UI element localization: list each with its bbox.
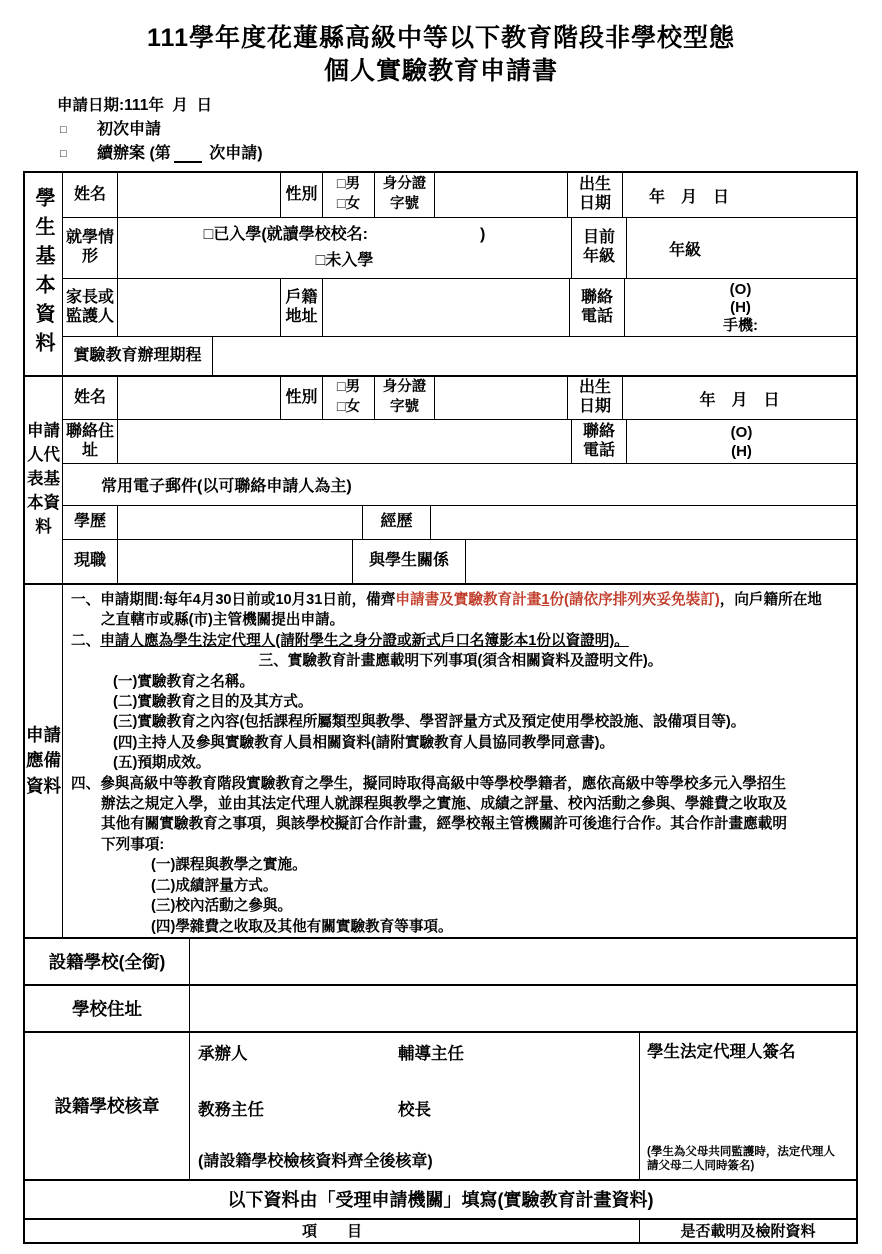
student-phone-field[interactable]: (O) (H) 手機: [723,280,758,334]
first-apply-checkbox[interactable]: □ [60,124,67,136]
applicant-sex-female-checkbox[interactable]: □女 [336,399,361,415]
applicant-section-label: 申請人代表基本資料 [25,377,63,583]
note-line-1: 一、申請期間:每年4月30日前或10月31日前，備齊申請書及實驗教育計畫1份(請依序排列夾妥免裝訂)，向戶籍所在地 [71,592,822,608]
checklist-header-row [25,1220,856,1242]
student-guardian-row [63,279,856,337]
note-line-7: (三)實驗教育之內容(包括課程所屬類型與教學、學習評量方式及預定使用學校設施、設備項目等)。 [113,714,746,731]
stamp-note: (請設籍學校檢核資料齊全後核章) [198,1152,433,1170]
note-line-5: (一)實驗教育之名稱。 [113,673,255,690]
student-section-label: 學生基本資料 [25,173,63,375]
student-birth-field[interactable]: 年 月 日 [649,188,730,206]
note-line-14: (一)課程與教學之實施。 [151,857,307,874]
applicant-phone-field[interactable]: (O) (H) [730,423,753,460]
note-line-16: (三)校內活動之參與。 [151,898,293,915]
notes-text [63,585,856,937]
student-name-row [63,173,856,218]
not-enrolled-checkbox[interactable]: □未入學 [315,252,374,269]
application-form-table [23,171,858,1244]
note-line-9: (五)預期成效。 [113,755,211,772]
student-name-field[interactable] [118,173,281,217]
renewal-row [57,144,882,164]
job-row [63,540,856,583]
school-name-row [25,939,856,986]
applicant-id-label: 身分證 字號 [375,377,435,419]
note-line-10: 四、參與高級中等教育階段實驗教育之學生，擬同時取得高級中等學校學籍者，應依高級中等學校多元入學招生 [71,775,787,792]
checklist-check-header: 是否載明及檢附資料 [680,1223,816,1241]
applicant-phone-label: 聯絡 電話 [572,420,627,463]
applicant-name-row [63,377,856,420]
school-address-label: 學校住址 [25,986,190,1031]
student-grade-label: 目前 年級 [572,218,627,278]
note-line-15: (二)成績評量方式。 [151,877,278,894]
student-grade-field[interactable]: 年級 [669,241,702,259]
guardian-label: 家長或監護人 [63,279,118,336]
guardian-field[interactable] [118,279,281,336]
residence-label: 戶籍 地址 [281,279,323,336]
applicant-address-label: 聯絡住址 [63,420,118,463]
enrolled-checkbox[interactable]: □已入學(就讀學校校名: ) [203,226,486,244]
school-stamp-label: 設籍學校核章 [25,1033,190,1179]
applicant-sex-label: 性別 [281,377,323,419]
stamp-line-1 [198,1040,639,1064]
applicant-id-field[interactable] [435,377,568,419]
note-line-6: (二)實驗教育之目的及其方式。 [113,694,313,711]
student-name-label: 姓名 [63,173,118,217]
note-line-12: 其他有關實驗教育之事項，與該學校擬訂合作計畫，經學校報主管機關許可後進行合作。其合作計畫應載明 [101,816,787,833]
student-enroll-row [63,218,856,279]
period-field[interactable] [213,337,856,375]
student-id-field[interactable] [435,173,568,217]
renewal-label-post: 次申請) [204,145,263,162]
applicant-sex-options [323,377,375,419]
student-sex-options [323,173,375,217]
school-name-field[interactable] [190,939,856,984]
first-apply-label: 初次申請 [97,121,162,138]
note-line-11: 辦法之規定入學，並由其法定代理人就課程與教學之實施、成績之評量、校內活動之參與、學雜費之收取及 [101,796,787,813]
school-stamp-row [25,1033,856,1181]
applicant-name-label: 姓名 [63,377,118,419]
school-address-row [25,986,856,1033]
education-field[interactable] [118,506,363,539]
student-phone-label: 聯絡 電話 [570,279,625,336]
school-name-label: 設籍學校(全銜) [25,939,190,984]
school-address-field[interactable] [190,986,856,1031]
note-line-17: (四)學雜費之收取及其他有關實驗教育等事項。 [151,918,453,935]
email-row [63,464,856,506]
academic-director-stamp[interactable]: 教務主任 [198,1100,264,1119]
renewal-label-pre: 續辦案 (第 [97,145,171,162]
applicant-sex-male-checkbox[interactable]: □男 [336,379,361,396]
job-field[interactable] [118,540,353,583]
period-row [63,337,856,375]
handler-stamp[interactable]: 承辦人 [198,1044,248,1063]
student-enroll-options [118,218,572,278]
apply-date: 申請日期:111年 月 日 [57,97,213,114]
student-id-label: 身分證 字號 [375,173,435,217]
applicant-address-field[interactable] [118,420,572,463]
page-title-line1: 111學年度花蓮縣高級中等以下教育階段非學校型態 [147,24,735,52]
education-row [63,506,856,540]
page-title [0,22,882,88]
note-line-3: 二、申請人應為學生法定代理人(請附學生之身分證或新式戶口名簿影本1份以資證明)。 [71,632,629,649]
period-label: 實驗教育辦理期程 [63,337,213,375]
residence-field[interactable] [323,279,570,336]
applicant-name-field[interactable] [118,377,281,419]
renewal-count-blank[interactable] [174,146,202,163]
stamp-line-2 [198,1096,639,1120]
student-sex-male-checkbox[interactable]: □男 [336,176,361,193]
applicant-birth-field[interactable]: 年 月 日 [699,391,780,409]
stamp-area [190,1033,640,1179]
guardian-signature-label: 學生法定代理人簽名 [647,1042,796,1061]
application-form-page [0,22,882,1254]
email-field[interactable]: 常用電子郵件(以可聯絡申請人為主) [101,478,352,495]
counselor-director-stamp[interactable]: 輔導主任 [398,1044,464,1063]
renewal-checkbox[interactable]: □ [60,148,67,160]
applicant-birth-label: 出生 日期 [568,377,623,419]
page-title-line2: 個人實驗教育申請書 [323,57,558,85]
note-line-2: 之直轄市或縣(市)主管機關提出申請。 [101,612,345,629]
guardian-signature-note: (學生為父母共同監護時，法定代理人 請父母二人同時簽名) [647,1145,835,1172]
student-section [25,173,856,377]
relation-field[interactable] [466,540,856,583]
intro-block [57,96,882,164]
experience-label: 經歷 [363,506,431,539]
relation-label: 與學生關係 [353,540,466,583]
first-apply-row [57,120,882,140]
note-line-13: 下列事項: [101,836,165,853]
experience-field[interactable] [431,506,856,539]
student-sex-label: 性別 [281,173,323,217]
student-sex-female-checkbox[interactable]: □女 [336,196,361,212]
education-label: 學歷 [63,506,118,539]
applicant-address-row [63,420,856,464]
job-label: 現職 [63,540,118,583]
note-line-4: 三、實驗教育計畫應載明下列事項(須含相關資料及證明文件)。 [258,653,663,670]
notes-section [25,585,856,939]
principal-stamp[interactable]: 校長 [398,1100,431,1119]
student-enroll-label: 就學情形 [63,218,118,278]
checklist-item-header: 項 目 [25,1220,640,1242]
guardian-signature-area[interactable] [640,1033,856,1179]
applicant-section [25,377,856,585]
office-use-banner: 以下資料由「受理申請機關」填寫(實驗教育計畫資料) [25,1181,856,1220]
note-line-8: (四)主持人及參與實驗教育人員相關資料(請附實驗教育人員協同教學同意書)。 [113,734,615,751]
student-birth-label: 出生 日期 [568,173,623,217]
notes-section-label: 申請應備資料 [25,585,63,937]
